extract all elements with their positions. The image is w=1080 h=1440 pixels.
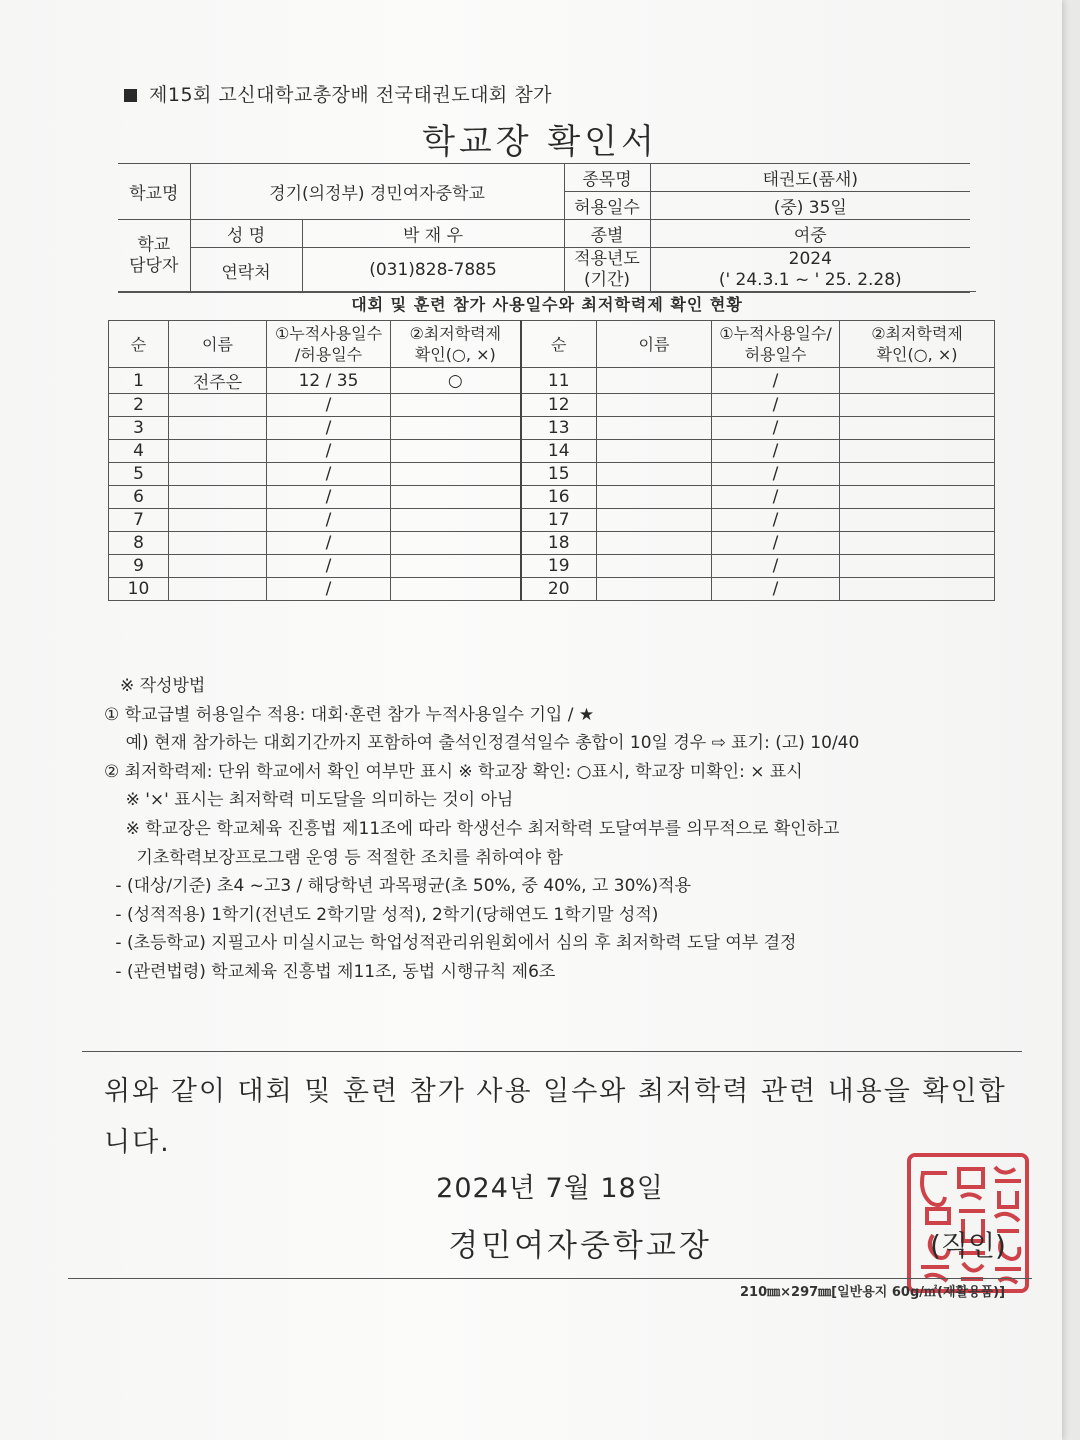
seq-cell: 19 <box>521 555 597 578</box>
seq-cell: 17 <box>521 509 597 532</box>
seq-cell: 10 <box>109 578 169 601</box>
instruction-line: ① 학교급별 허용일수 적용: 대회·훈련 참가 누적사용일수 기입 / ★ <box>104 704 595 725</box>
roster-table <box>108 320 995 601</box>
seq-cell: 2 <box>109 394 169 417</box>
check-cell <box>391 486 521 509</box>
days-cell: / <box>267 509 391 532</box>
col-days-right-line1: ①누적사용일수 <box>719 324 827 343</box>
name-cell <box>597 440 712 463</box>
instruction-line: ※ 학교장은 학교체육 진흥법 제11조에 따라 학생선수 최저학력 도달여부를 의무적으로 확인하고 <box>104 818 840 839</box>
seq-cell: 14 <box>521 440 597 463</box>
roster-row <box>109 463 995 486</box>
gender-label: 종별 <box>564 220 650 248</box>
seq-cell: 20 <box>521 578 597 601</box>
days-cell: / <box>267 394 391 417</box>
check-cell <box>840 532 995 555</box>
allowed-days-value: (중) 35일 <box>650 192 970 220</box>
col-days-left <box>267 321 391 368</box>
name-cell <box>597 532 712 555</box>
name-cell <box>597 509 712 532</box>
manager-label-line1: 학교 <box>137 235 171 255</box>
gender-value: 여중 <box>650 220 970 248</box>
roster-section-title: 대회 및 훈련 참가 사용일수와 최저학력제 확인 현황 <box>118 291 976 318</box>
event-label: 종목명 <box>564 164 650 192</box>
year-value-line2: (' 24.3.1 ~ ' 25. 2.28) <box>718 270 902 290</box>
name-cell <box>169 509 267 532</box>
seq-cell: 7 <box>109 509 169 532</box>
check-cell <box>391 555 521 578</box>
name-label: 성 명 <box>190 220 302 248</box>
allowed-days-label: 허용일수 <box>564 192 650 220</box>
days-cell: / <box>712 555 840 578</box>
roster-row <box>109 368 995 394</box>
name-cell <box>169 486 267 509</box>
seq-cell: 9 <box>109 555 169 578</box>
name-cell <box>597 417 712 440</box>
contact-value: (031)828-7885 <box>302 248 564 293</box>
name-cell <box>169 417 267 440</box>
roster-row <box>109 509 995 532</box>
days-cell: / <box>267 440 391 463</box>
seq-cell: 13 <box>521 417 597 440</box>
divider <box>82 1051 1022 1052</box>
roster-row <box>109 532 995 555</box>
year-value <box>650 248 970 293</box>
roster-row <box>109 417 995 440</box>
event-value: 태권도(품새) <box>650 164 970 192</box>
confirmation-statement: 위와 같이 대회 및 훈련 참가 사용 일수와 최저학력 관련 내용을 확인합니다. <box>104 1076 1007 1158</box>
year-label-line2: (기간) <box>583 270 631 290</box>
year-value-line1: 2024 <box>788 249 832 269</box>
days-cell: / <box>267 486 391 509</box>
days-cell: / <box>712 417 840 440</box>
days-cell: / <box>712 532 840 555</box>
check-cell <box>840 463 995 486</box>
name-cell <box>169 532 267 555</box>
check-cell <box>840 486 995 509</box>
days-cell: / <box>267 417 391 440</box>
name-cell <box>169 440 267 463</box>
manager-label <box>118 220 190 293</box>
school-label: 학교명 <box>118 164 190 220</box>
instruction-line: 기초학력보장프로그램 운영 등 적절한 조치를 취하여야 함 <box>104 847 563 868</box>
name-cell <box>169 463 267 486</box>
days-cell: / <box>712 486 840 509</box>
square-bullet-icon <box>124 89 137 102</box>
name-cell <box>597 578 712 601</box>
document-title: 학교장 확인서 <box>422 122 658 162</box>
competition-text: 제15회 고신대학교총장배 전국태권도대회 참가 <box>149 84 553 106</box>
seq-cell: 11 <box>521 368 597 394</box>
col-seq-left: 순 <box>109 321 169 368</box>
col-days-left-line1: ①누적사용일수 <box>274 324 383 343</box>
roster-row <box>109 394 995 417</box>
instructions-heading: ※ 작성방법 <box>120 676 206 696</box>
days-cell: / <box>712 509 840 532</box>
name-cell <box>597 394 712 417</box>
roster-header-row <box>109 321 995 368</box>
check-cell <box>840 578 995 601</box>
instruction-line: - (대상/기준) 초4 ~고3 / 해당학년 과목평균(초 50%, 중 40%, 고 30%)적용 <box>110 876 692 897</box>
roster-row <box>109 578 995 601</box>
check-cell <box>391 417 521 440</box>
name-cell <box>597 368 712 394</box>
principal-title: 경민여자중학교장 <box>448 1228 712 1264</box>
days-cell: / <box>712 440 840 463</box>
seq-cell: 15 <box>521 463 597 486</box>
col-name-right: 이름 <box>597 321 712 368</box>
seq-cell: 6 <box>109 486 169 509</box>
col-days-right-line2: 허용일수 <box>744 345 807 364</box>
col-check-left-line2: 확인(○, ×) <box>414 345 496 364</box>
school-info-table <box>118 163 970 293</box>
instruction-line: - (초등학교) 지필고사 미실시교는 학업성적관리위원회에서 심의 후 최저학력 도달 여부 결정 <box>110 933 797 954</box>
days-cell: / <box>712 394 840 417</box>
seal-label: (직인) <box>930 1229 1006 1262</box>
name-cell: 전주은 <box>169 368 267 394</box>
check-cell <box>391 440 521 463</box>
roster-row <box>109 486 995 509</box>
check-cell <box>840 555 995 578</box>
seq-cell: 12 <box>521 394 597 417</box>
roster-row <box>109 440 995 463</box>
instruction-line: - (관련법령) 학교체육 진흥법 제11조, 동법 시행규칙 제6조 <box>110 961 556 982</box>
days-cell: / <box>712 578 840 601</box>
days-cell: 12 / 35 <box>267 368 391 394</box>
instruction-line: 예) 현재 참가하는 대회기간까지 포함하여 출석인정결석일수 총합이 10일 경우 ⇨ 표기: (고) 10/40 <box>104 733 860 754</box>
contact-label: 연락처 <box>190 248 302 293</box>
instruction-line: - (성적적용) 1학기(전년도 2학기말 성적), 2학기(당해연도 1학기말 성적) <box>110 904 659 925</box>
name-cell <box>169 394 267 417</box>
check-cell <box>840 509 995 532</box>
instruction-line: ※ '×' 표시는 최저학력 미도달을 의미하는 것이 아님 <box>104 790 514 811</box>
footer-divider <box>68 1278 1032 1279</box>
days-cell: / <box>712 368 840 394</box>
name-cell <box>597 463 712 486</box>
check-cell <box>840 368 995 394</box>
confirmation-date: 2024년 7월 18일 <box>436 1173 664 1204</box>
check-cell <box>840 417 995 440</box>
name-cell <box>169 555 267 578</box>
col-check-right-line2: 확인(○, ×) <box>876 345 958 364</box>
check-cell: ○ <box>391 368 521 394</box>
col-check-left-line1: ②최저학력제 <box>409 324 502 343</box>
col-check-left <box>391 321 521 368</box>
days-cell: / <box>267 578 391 601</box>
manager-label-line2: 담당자 <box>129 256 179 276</box>
col-days-right: ①누적사용일수/ 허용일수 <box>712 321 840 368</box>
school-value: 경기(의정부) 경민여자중학교 <box>190 164 564 220</box>
name-cell <box>169 578 267 601</box>
seq-cell: 1 <box>109 368 169 394</box>
col-check-right-line1: ②최저학력제 <box>871 324 963 343</box>
roster-row <box>109 555 995 578</box>
days-cell: / <box>267 463 391 486</box>
check-cell <box>840 394 995 417</box>
paper-spec: 210㎜×297㎜[일반용지 60g/㎡(재활용품)] <box>740 1285 1006 1300</box>
col-name-left: 이름 <box>169 321 267 368</box>
check-cell <box>840 440 995 463</box>
days-cell: / <box>267 532 391 555</box>
seq-cell: 8 <box>109 532 169 555</box>
year-label <box>564 248 650 293</box>
seq-cell: 5 <box>109 463 169 486</box>
competition-heading <box>124 80 552 107</box>
instruction-line: ② 최저학력제: 단위 학교에서 확인 여부만 표시 ※ 학교장 확인: ○표시, 학교장 미확인: × 표시 <box>104 761 803 782</box>
seq-cell: 18 <box>521 532 597 555</box>
col-check-right <box>840 321 995 368</box>
instructions <box>104 672 860 987</box>
check-cell <box>391 532 521 555</box>
name-value: 박 재 우 <box>302 220 564 248</box>
seq-cell: 16 <box>521 486 597 509</box>
days-cell: / <box>267 555 391 578</box>
check-cell <box>391 463 521 486</box>
official-seal-stamp-icon <box>903 1147 1033 1299</box>
name-cell <box>597 555 712 578</box>
days-cell: / <box>712 463 840 486</box>
check-cell <box>391 394 521 417</box>
seq-cell: 4 <box>109 440 169 463</box>
col-seq-right: 순 <box>521 321 597 368</box>
name-cell <box>597 486 712 509</box>
check-cell <box>391 578 521 601</box>
col-days-left-line2: /허용일수 <box>294 345 363 364</box>
seq-cell: 3 <box>109 417 169 440</box>
check-cell <box>391 509 521 532</box>
year-label-line1: 적용년도 <box>574 249 640 269</box>
